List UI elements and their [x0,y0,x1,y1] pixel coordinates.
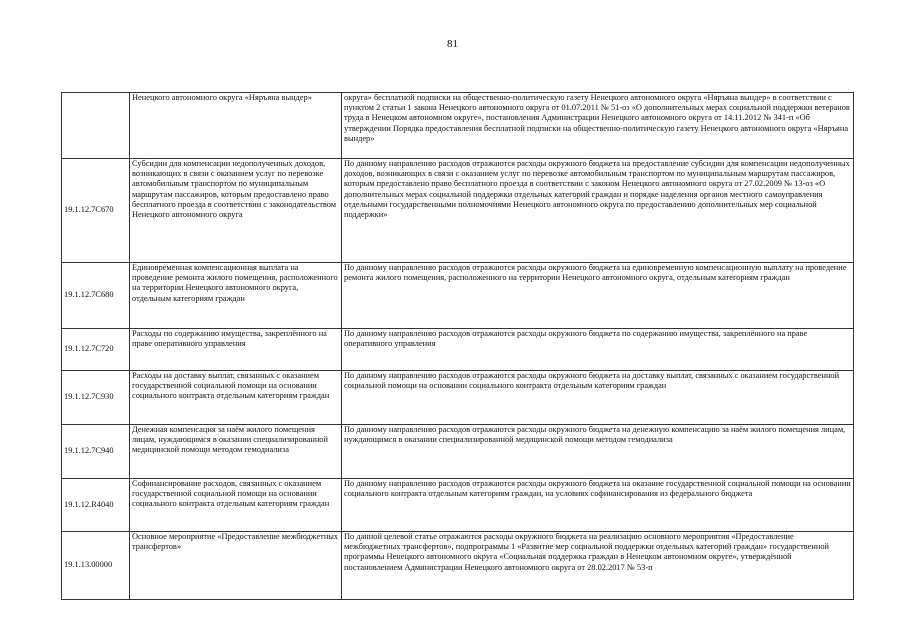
expense-direction-description: По данному направлению расходов отражаются расходы окружного бюджета на оказание государственной социальной помощи на основании социального контракта отдельным категориям граждан, на условиях софинансирования из федерального бюджета [342,479,854,532]
expense-direction-name: Ненецкого автономного округа «Няръяна вындер» [130,93,342,159]
table-row [62,371,854,425]
expense-direction-description: По данному направлению расходов отражаются расходы окружного бюджета на предоставление субсидии для компенсации недополученных доходов, возникающих в связи с оказанием услуг по перевозке автомобильным транспортом по муниципальным маршрутам пассажиров, которым предоставлено право бесплатного проезда в соответствии с законом Ненецкого автономного округа от 27.02.2009 № 13-оз «О дополнительных мерах социальной поддержки отдельных категорий граждан и порядке наделения органов местного самоуправления отдельными государственными полномочиями Ненецкого автономного округа по предоставлению дополнительных мер социальной поддержки» [342,159,854,263]
expense-direction-name: Единовременная компенсационная выплата на проведение ремонта жилого помещения, расположенного на территории Ненецкого автономного округа, отдельным категориям граждан [130,263,342,329]
target-article-code [62,93,130,159]
table-row [62,159,854,263]
budget-classification-table [61,92,854,600]
table-row [62,263,854,329]
target-article-code: 19.1.13.00000 [62,532,130,600]
expense-direction-name: Расходы по содержанию имущества, закреплённого на праве оперативного управления [130,329,342,371]
expense-direction-name: Софинансирование расходов, связанных с оказанием государственной социальной помощи на основании социального контракта отдельным категориям граждан [130,479,342,532]
target-article-code: 19.1.12.R4040 [62,479,130,532]
table-row [62,425,854,479]
expense-direction-description: По данному направлению расходов отражаются расходы окружного бюджета по содержанию имущества, закреплённого на праве оперативного управления [342,329,854,371]
expense-direction-description: По данному направлению расходов отражаются расходы окружного бюджета на доставку выплат, связанных с оказанием государственной социальной помощи на основании социального контракта отдельным категориям граждан [342,371,854,425]
expense-direction-description: По данному направлению расходов отражаются расходы окружного бюджета на денежную компенсацию за наём жилого помещения лицам, нуждающимся в оказании специализированной медицинской помощи методом гемодиализа [342,425,854,479]
target-article-code: 19.1.12.7С720 [62,329,130,371]
target-article-code: 19.1.12.7С680 [62,263,130,329]
table-row [62,479,854,532]
expense-direction-name: Основное мероприятие «Предоставление межбюджетных трансфертов» [130,532,342,600]
table-row [62,532,854,600]
expense-direction-name: Субсидии для компенсации недополученных доходов, возникающих в связи с оказанием услуг по перевозке автомобильным транспортом по муниципальным маршрутам пассажиров, которым предоставлено право бесплатного проезда в соответствии с законодательством Ненецкого автономного округа [130,159,342,263]
target-article-code: 19.1.12.7С930 [62,371,130,425]
table-row [62,93,854,159]
page-number: 81 [447,38,458,50]
expense-direction-name: Расходы на доставку выплат, связанных с оказанием государственной социальной помощи на основании социального контракта отдельным категориям граждан [130,371,342,425]
target-article-code: 19.1.12.7С940 [62,425,130,479]
target-article-code: 19.1.12.7С670 [62,159,130,263]
expense-direction-description: По данному направлению расходов отражаются расходы окружного бюджета на единовременную компенсационную выплату на проведение ремонта жилого помещения, расположенного на территории Ненецкого автономного округа, отдельным категориям граждан [342,263,854,329]
expense-direction-description: округа» бесплатной подписки на общественно-политическую газету Ненецкого автономного округа «Няръяна вындер» в соответствии с пунктом 2 статьи 1 закона Ненецкого автономного округа от 01.07.2011 № 51-оз «О дополнительных мерах социальной поддержки ветеранов труда в Ненецком автономном округе», постановления Администрации Ненецкого автономного округа от 14.11.2012 № 341-п «Об утверждении Порядка предоставления бесплатной подписки на общественно-политическую газету Ненецкого автономного округа «Няръяна вындер» [342,93,854,159]
table-row [62,329,854,371]
expense-direction-description: По данной целевой статье отражаются расходы окружного бюджета на реализацию основного мероприятия «Предоставление межбюджетных трансфертов», подпрограммы 1 «Развитие мер социальной поддержки отдельных категорий граждан» государственной программы Ненецкого автономного округа «Социальная поддержка граждан в Ненецком автономном округе», утверждённой постановлением Администрации Ненецкого автономного округа от 28.02.2017 № 53-п [342,532,854,600]
expense-direction-name: Денежная компенсация за наём жилого помещения лицам, нуждающимся в оказании специализированной медицинской помощи методом гемодиализа [130,425,342,479]
